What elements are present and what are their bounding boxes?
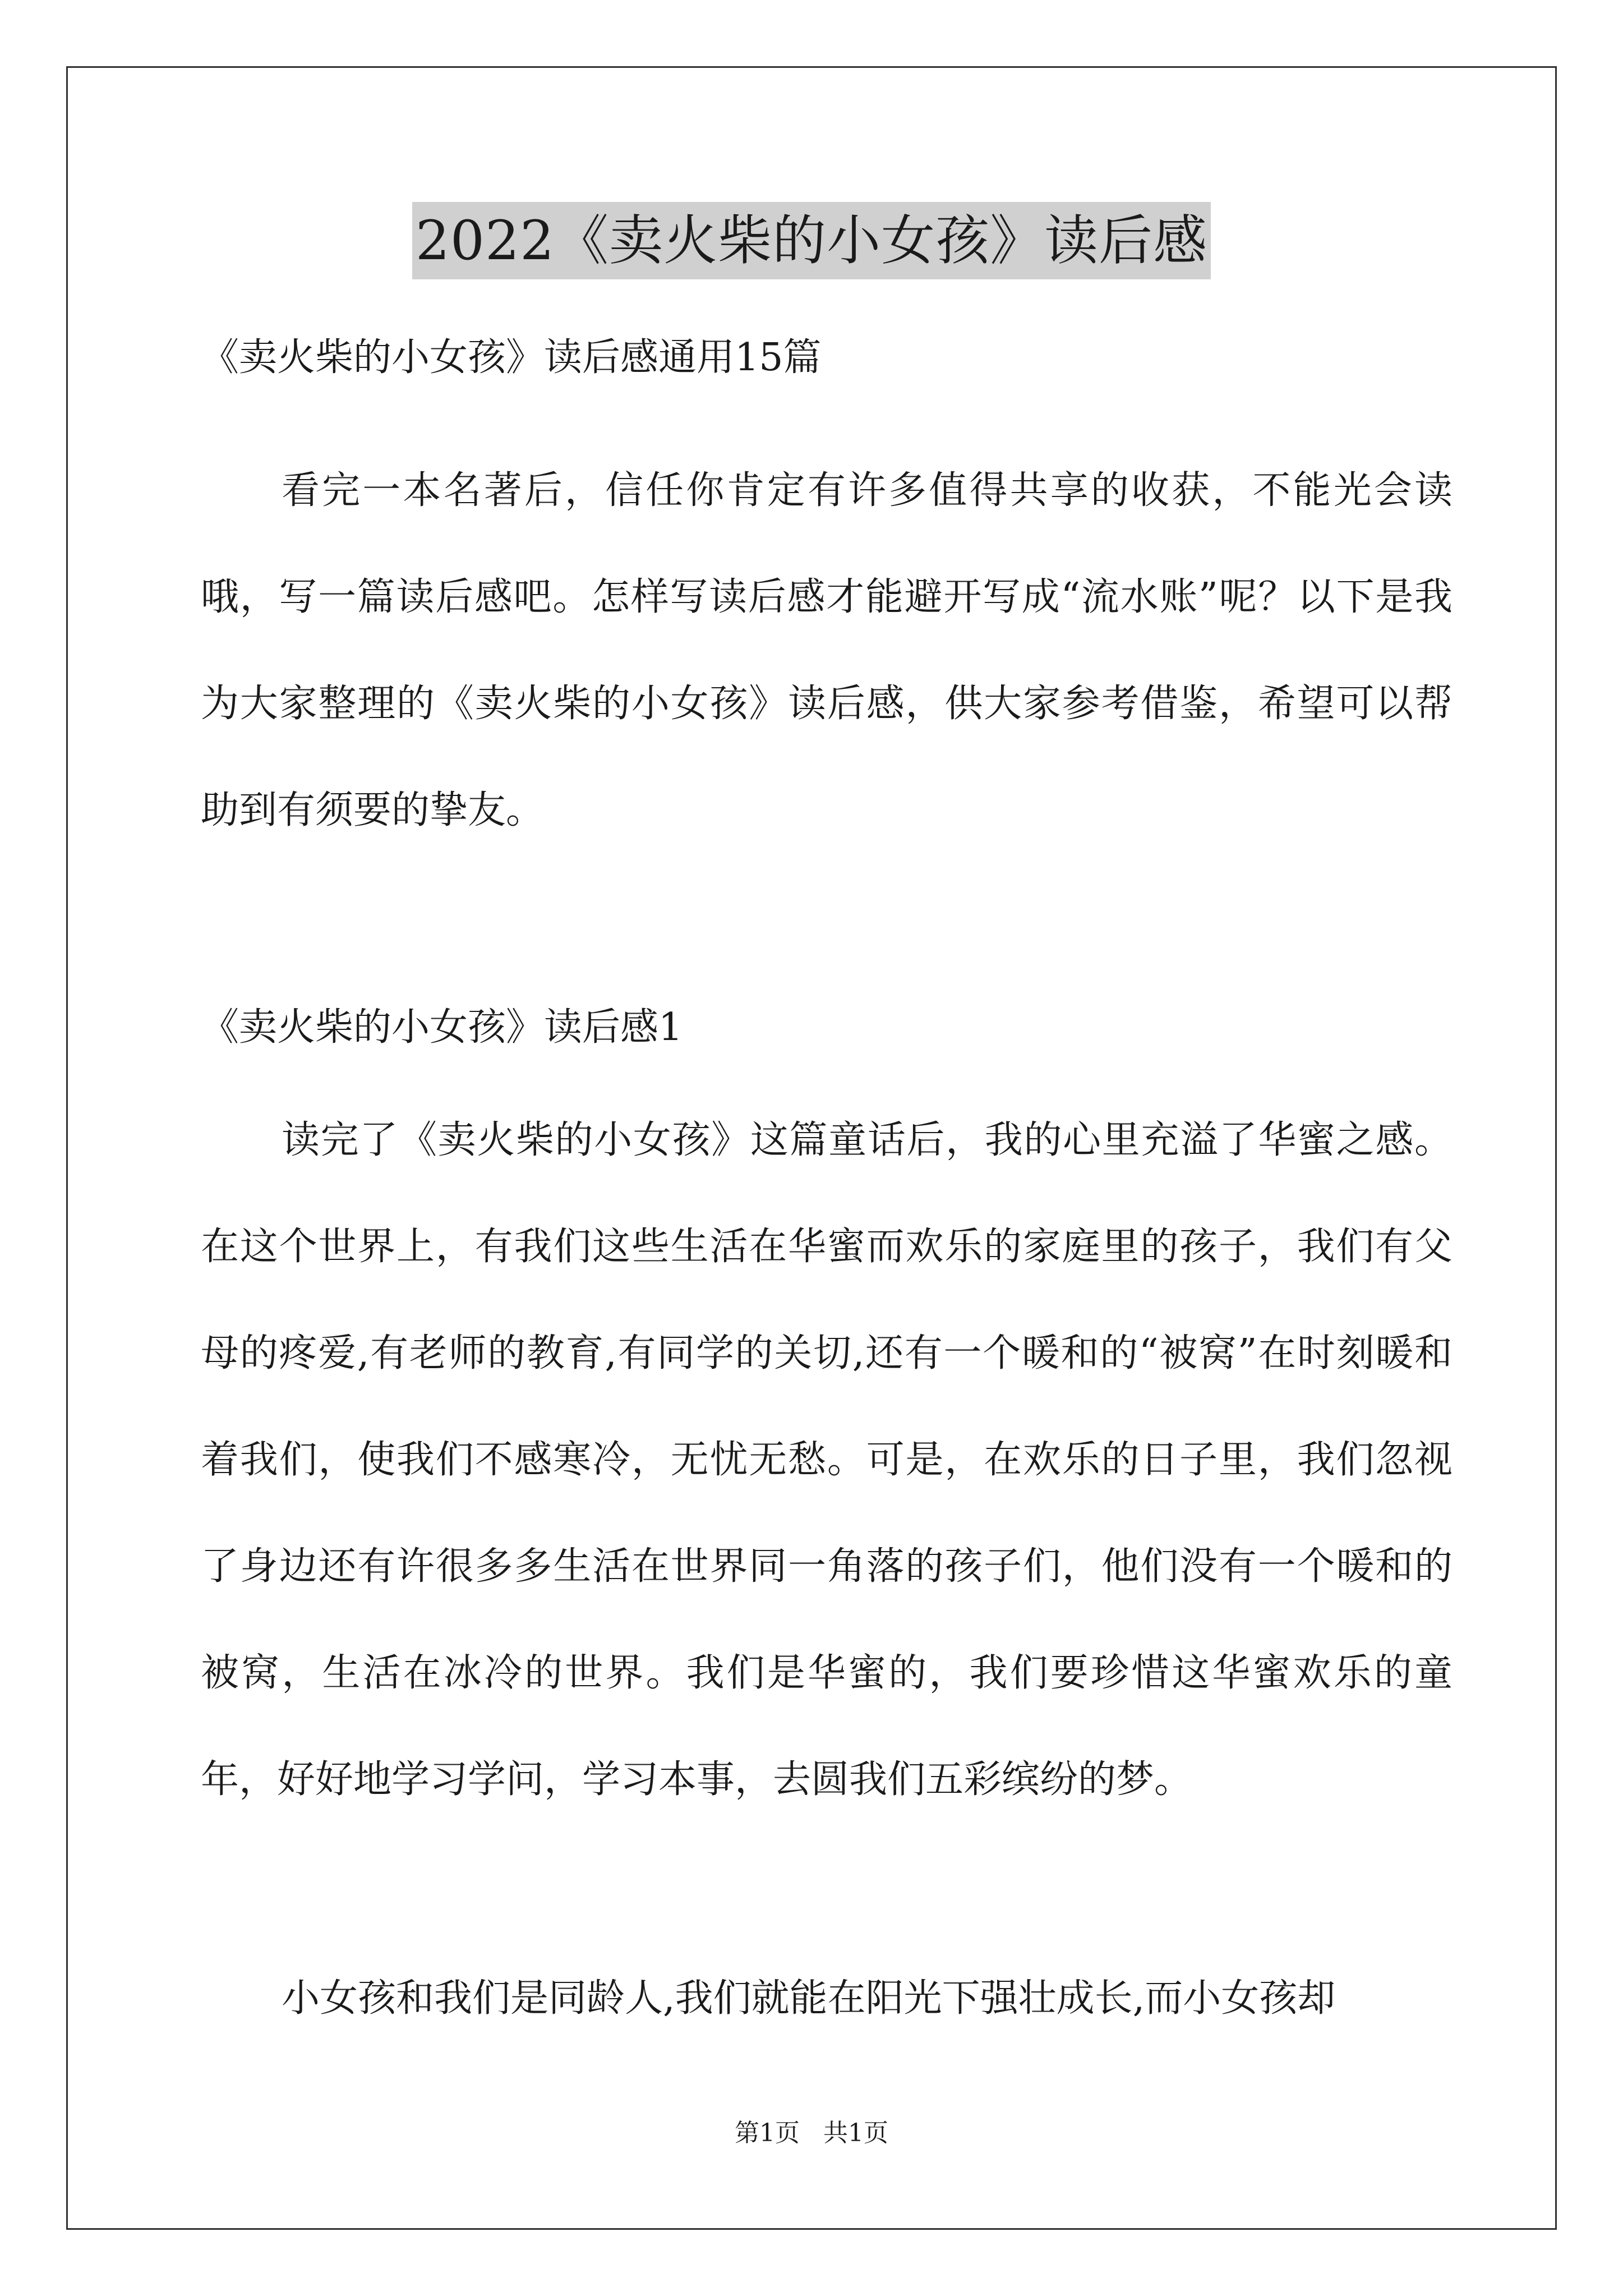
body-paragraph: 读完了《卖火柴的小女孩》这篇童话后，我的心里充溢了华蜜之感。在这个世界上，有我们这些生活在华蜜而欢乐的家庭里的孩子，我们有父母的疼爱,有老师的教育,有同学的关切,还有一个暖和的“被窝”在时刻暖和着我们，使我们不感寒冷，无忧无愁。可是，在欢乐的日子里，我们忽视了身边还有许很多多生活在世界同一角落的孩子们，他们没有一个暖和的被窝，生活在冰冷的世界。我们是华蜜的，我们要珍惜这华蜜欢乐的童年，好好地学习学问，学习本事，去圆我们五彩缤纷的梦。 (201, 1118, 1453, 1802)
intro-paragraph: 看完一本名著后，信任你肯定有许多值得共享的收获，不能光会读哦，写一篇读后感吧。怎样写读后感才能避开写成“流水账”呢？以下是我为大家整理的《卖火柴的小女孩》读后感，供大家参考借鉴，希望可以帮助到有须要的挚友。 (201, 468, 1453, 832)
document-subtitle: 《卖火柴的小女孩》读后感通用15篇 (201, 335, 822, 380)
body-paragraph: 小女孩和我们是同龄人,我们就能在阳光下强壮成长,而小女孩却 (282, 1976, 1336, 2021)
section-heading: 《卖火柴的小女孩》读后感1 (201, 1005, 683, 1050)
title-container (0, 202, 1623, 279)
document-title: 2022《卖火柴的小女孩》读后感 (412, 202, 1211, 279)
page-footer: 第1页 共1页 (735, 2119, 888, 2147)
